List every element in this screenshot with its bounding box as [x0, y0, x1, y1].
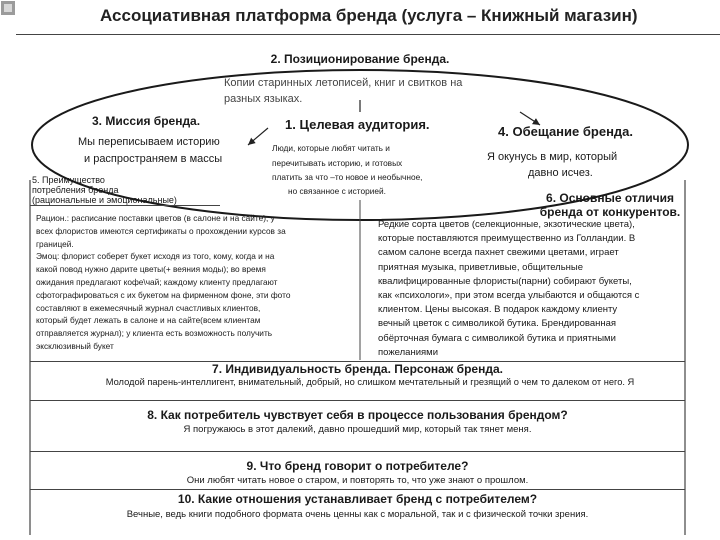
- benefits-line: составляют в ежемесячный журнал счастливых клиентов,: [36, 302, 261, 313]
- differences-line: обёрточная бумага с символикой бутика и приятными: [378, 332, 616, 344]
- promise-text-2: давно исчез.: [528, 167, 593, 179]
- benefits-line: отправляется журнал); у клиента есть возможность получить: [36, 328, 273, 339]
- differences-line: квалифицированные флористы(парни) собирают букеты,: [378, 275, 632, 287]
- benefits-heading-1: 5. Преимущество: [32, 175, 105, 185]
- benefits-line: сфотографироваться с их букетом на фирменном фоне, эти фото: [36, 289, 291, 300]
- differences-heading: [530, 191, 690, 219]
- benefits-line: всех флористов имеются сертификаты о прохождении курсов за: [36, 225, 286, 236]
- benefits-line: Рацион.: расписание поставки цветов (в салоне и на сайте); у: [36, 213, 275, 223]
- benefits-line: который будет лежать в салоне и на сайте(всем клиентам: [36, 315, 261, 326]
- benefits-line: эксклюзивный букет: [36, 340, 114, 351]
- benefits-line: границей.: [36, 238, 74, 249]
- differences-heading-2: бренда от конкурентов.: [539, 205, 681, 219]
- differences-line: клиентом. Цены высокая. В подарок каждому клиенту: [378, 304, 618, 316]
- feeling-heading: 8. Как потребитель чувствует себя в процессе пользования брендом?: [147, 408, 568, 422]
- benefits-line: какой повод нужно дарите цветы(+ веяния моды); во время: [36, 264, 266, 275]
- positioning-heading: 2. Позиционирование бренда.: [270, 52, 450, 66]
- differences-text: [378, 218, 688, 360]
- says-text: Они любят читать новое о старом, и повторять то, что уже знают о прошлом.: [186, 475, 529, 486]
- differences-line: приятная музыка, приветливые, общительные: [378, 261, 584, 273]
- benefits-line: ожидания предлагают кофе\чай; каждому клиенту предлагают: [36, 276, 278, 287]
- audience-text-3: платить за что –то новое и необычное,: [272, 172, 423, 182]
- individuality-text: Молодой парень-интеллигент, внимательный, добрый, но слишком мечтательный и грезящий о чем то далеком от него. Я: [105, 377, 635, 387]
- page-title: Ассоциативная платформа бренда (услуга – Книжный магазин): [100, 6, 638, 25]
- relations-heading: 10. Какие отношения устанавливает бренд с потребителем?: [177, 492, 538, 506]
- benefits-text: [36, 212, 358, 353]
- mission-text-1: Мы переписываем историю: [78, 136, 220, 148]
- audience-heading: 1. Целевая аудитория.: [285, 117, 430, 132]
- positioning-text-1: Копии старинных летописей, книг и свитков на: [224, 77, 463, 89]
- audience-text-4: но связанное с историей.: [288, 186, 386, 196]
- relations-text: Вечные, ведь книги подобного формата очень ценны как с моральной, так и с физической точки зрения.: [126, 509, 589, 520]
- promise-heading: 4. Обещание бренда.: [498, 124, 634, 139]
- benefits-heading: [32, 175, 177, 205]
- divider-10: [30, 489, 685, 490]
- says-heading: 9. Что бренд говорит о потребителе?: [246, 459, 469, 473]
- differences-line: пожеланиями: [378, 346, 439, 358]
- mission-heading: 3. Миссия бренда.: [92, 114, 201, 128]
- benefits-line: Эмоц: флорист соберет букет исходя из того, кому, когда и на: [36, 251, 275, 262]
- differences-line: которые поставляются преимущественно из Голландии. В: [378, 233, 636, 245]
- differences-line: как «психологи», при этом всегда улыбаются и общаются с: [378, 290, 640, 302]
- promise-text-1: Я окунусь в мир, который: [487, 151, 618, 163]
- benefits-heading-3: (рациональные и эмоциональные): [32, 195, 177, 205]
- benefits-underline: [30, 205, 220, 206]
- divider-8: [30, 400, 685, 401]
- arrow-to-mission: [248, 128, 268, 145]
- divider-9: [30, 451, 685, 452]
- feeling-text: Я погружаюсь в этот далекий, давно прошедший мир, который так тянет меня.: [183, 424, 532, 435]
- audience-text-2: перечитывать историю, и готовых: [272, 158, 403, 168]
- differences-line: вечный цветок с символикой бутика. Брендированная: [378, 318, 617, 330]
- differences-line: самом салоне всегда пахнет свежими цветами, играет: [378, 247, 619, 259]
- mission-text-2: и распространяем в массы: [84, 153, 223, 165]
- benefits-heading-2: потребления бренда: [32, 185, 119, 195]
- differences-heading-1: 6. Основные отличия: [546, 191, 674, 205]
- individuality-heading: 7. Индивидуальность бренда. Персонаж бренда.: [212, 362, 503, 376]
- positioning-text-2: разных языках.: [224, 93, 303, 105]
- audience-text-1: Люди, которые любят читать и: [272, 143, 390, 153]
- differences-line: Редкие сорта цветов (селекционные, экзотические цвета),: [378, 219, 635, 230]
